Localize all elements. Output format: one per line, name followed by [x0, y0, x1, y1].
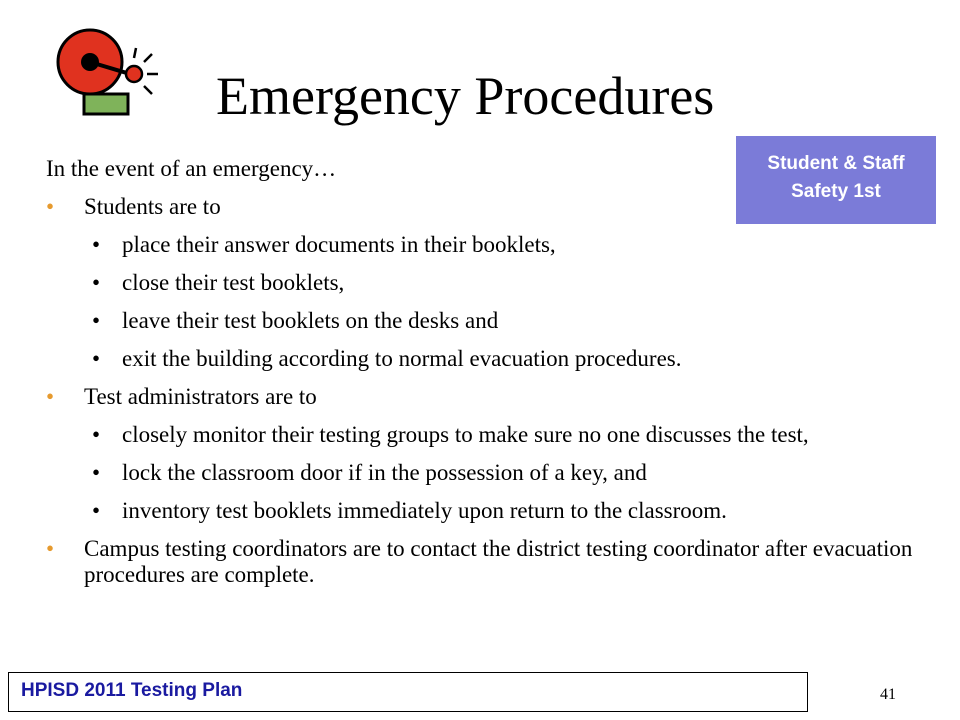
- list-item-text: closely monitor their testing groups to make sure no one discusses the test,: [122, 422, 809, 447]
- list-item-text: leave their test booklets on the desks and: [122, 308, 499, 333]
- list-item-text: close their test booklets,: [122, 270, 345, 295]
- alarm-bell-icon: [52, 22, 162, 122]
- bullet-icon: •: [46, 194, 55, 219]
- bullet-icon: •: [92, 308, 101, 333]
- bullet-icon: •: [92, 270, 101, 295]
- footer-box: [8, 672, 808, 712]
- list-item-text: lock the classroom door if in the possession of a key, and: [122, 460, 647, 485]
- list-item-text: exit the building according to normal evacuation procedures.: [122, 346, 682, 371]
- students-label: Students are to: [84, 194, 221, 219]
- list-item: [46, 422, 926, 448]
- coordinators-text: Campus testing coordinators are to contact the district testing coordinator after evacuation procedures are complete.: [84, 536, 913, 587]
- bullet-icon: •: [46, 536, 55, 561]
- list-item: [46, 498, 926, 524]
- students-section: [46, 194, 926, 220]
- list-item: [46, 460, 926, 486]
- bullet-icon: •: [92, 422, 101, 447]
- administrators-section: [46, 384, 926, 410]
- slide-body: [46, 156, 926, 600]
- list-item: [46, 346, 926, 372]
- slide-title: Emergency Procedures: [216, 66, 715, 126]
- list-item-text: inventory test booklets immediately upon return to the classroom.: [122, 498, 727, 523]
- bullet-icon: •: [46, 384, 55, 409]
- footer-label: HPISD 2011 Testing Plan: [21, 680, 243, 701]
- bullet-icon: •: [92, 460, 101, 485]
- intro-text: In the event of an emergency…: [46, 156, 337, 181]
- administrators-label: Test administrators are to: [84, 384, 317, 409]
- badge-line-1: Student & Staff: [767, 153, 905, 174]
- bullet-icon: •: [92, 232, 101, 257]
- bullet-icon: •: [92, 498, 101, 523]
- badge-line-2: Safety 1st: [791, 181, 881, 202]
- bullet-icon: •: [92, 346, 101, 371]
- list-item: [46, 270, 926, 296]
- list-item: [46, 232, 926, 258]
- page-number: 41: [880, 686, 896, 703]
- list-item-text: place their answer documents in their booklets,: [122, 232, 556, 257]
- coordinators-section: [46, 536, 926, 588]
- list-item: [46, 308, 926, 334]
